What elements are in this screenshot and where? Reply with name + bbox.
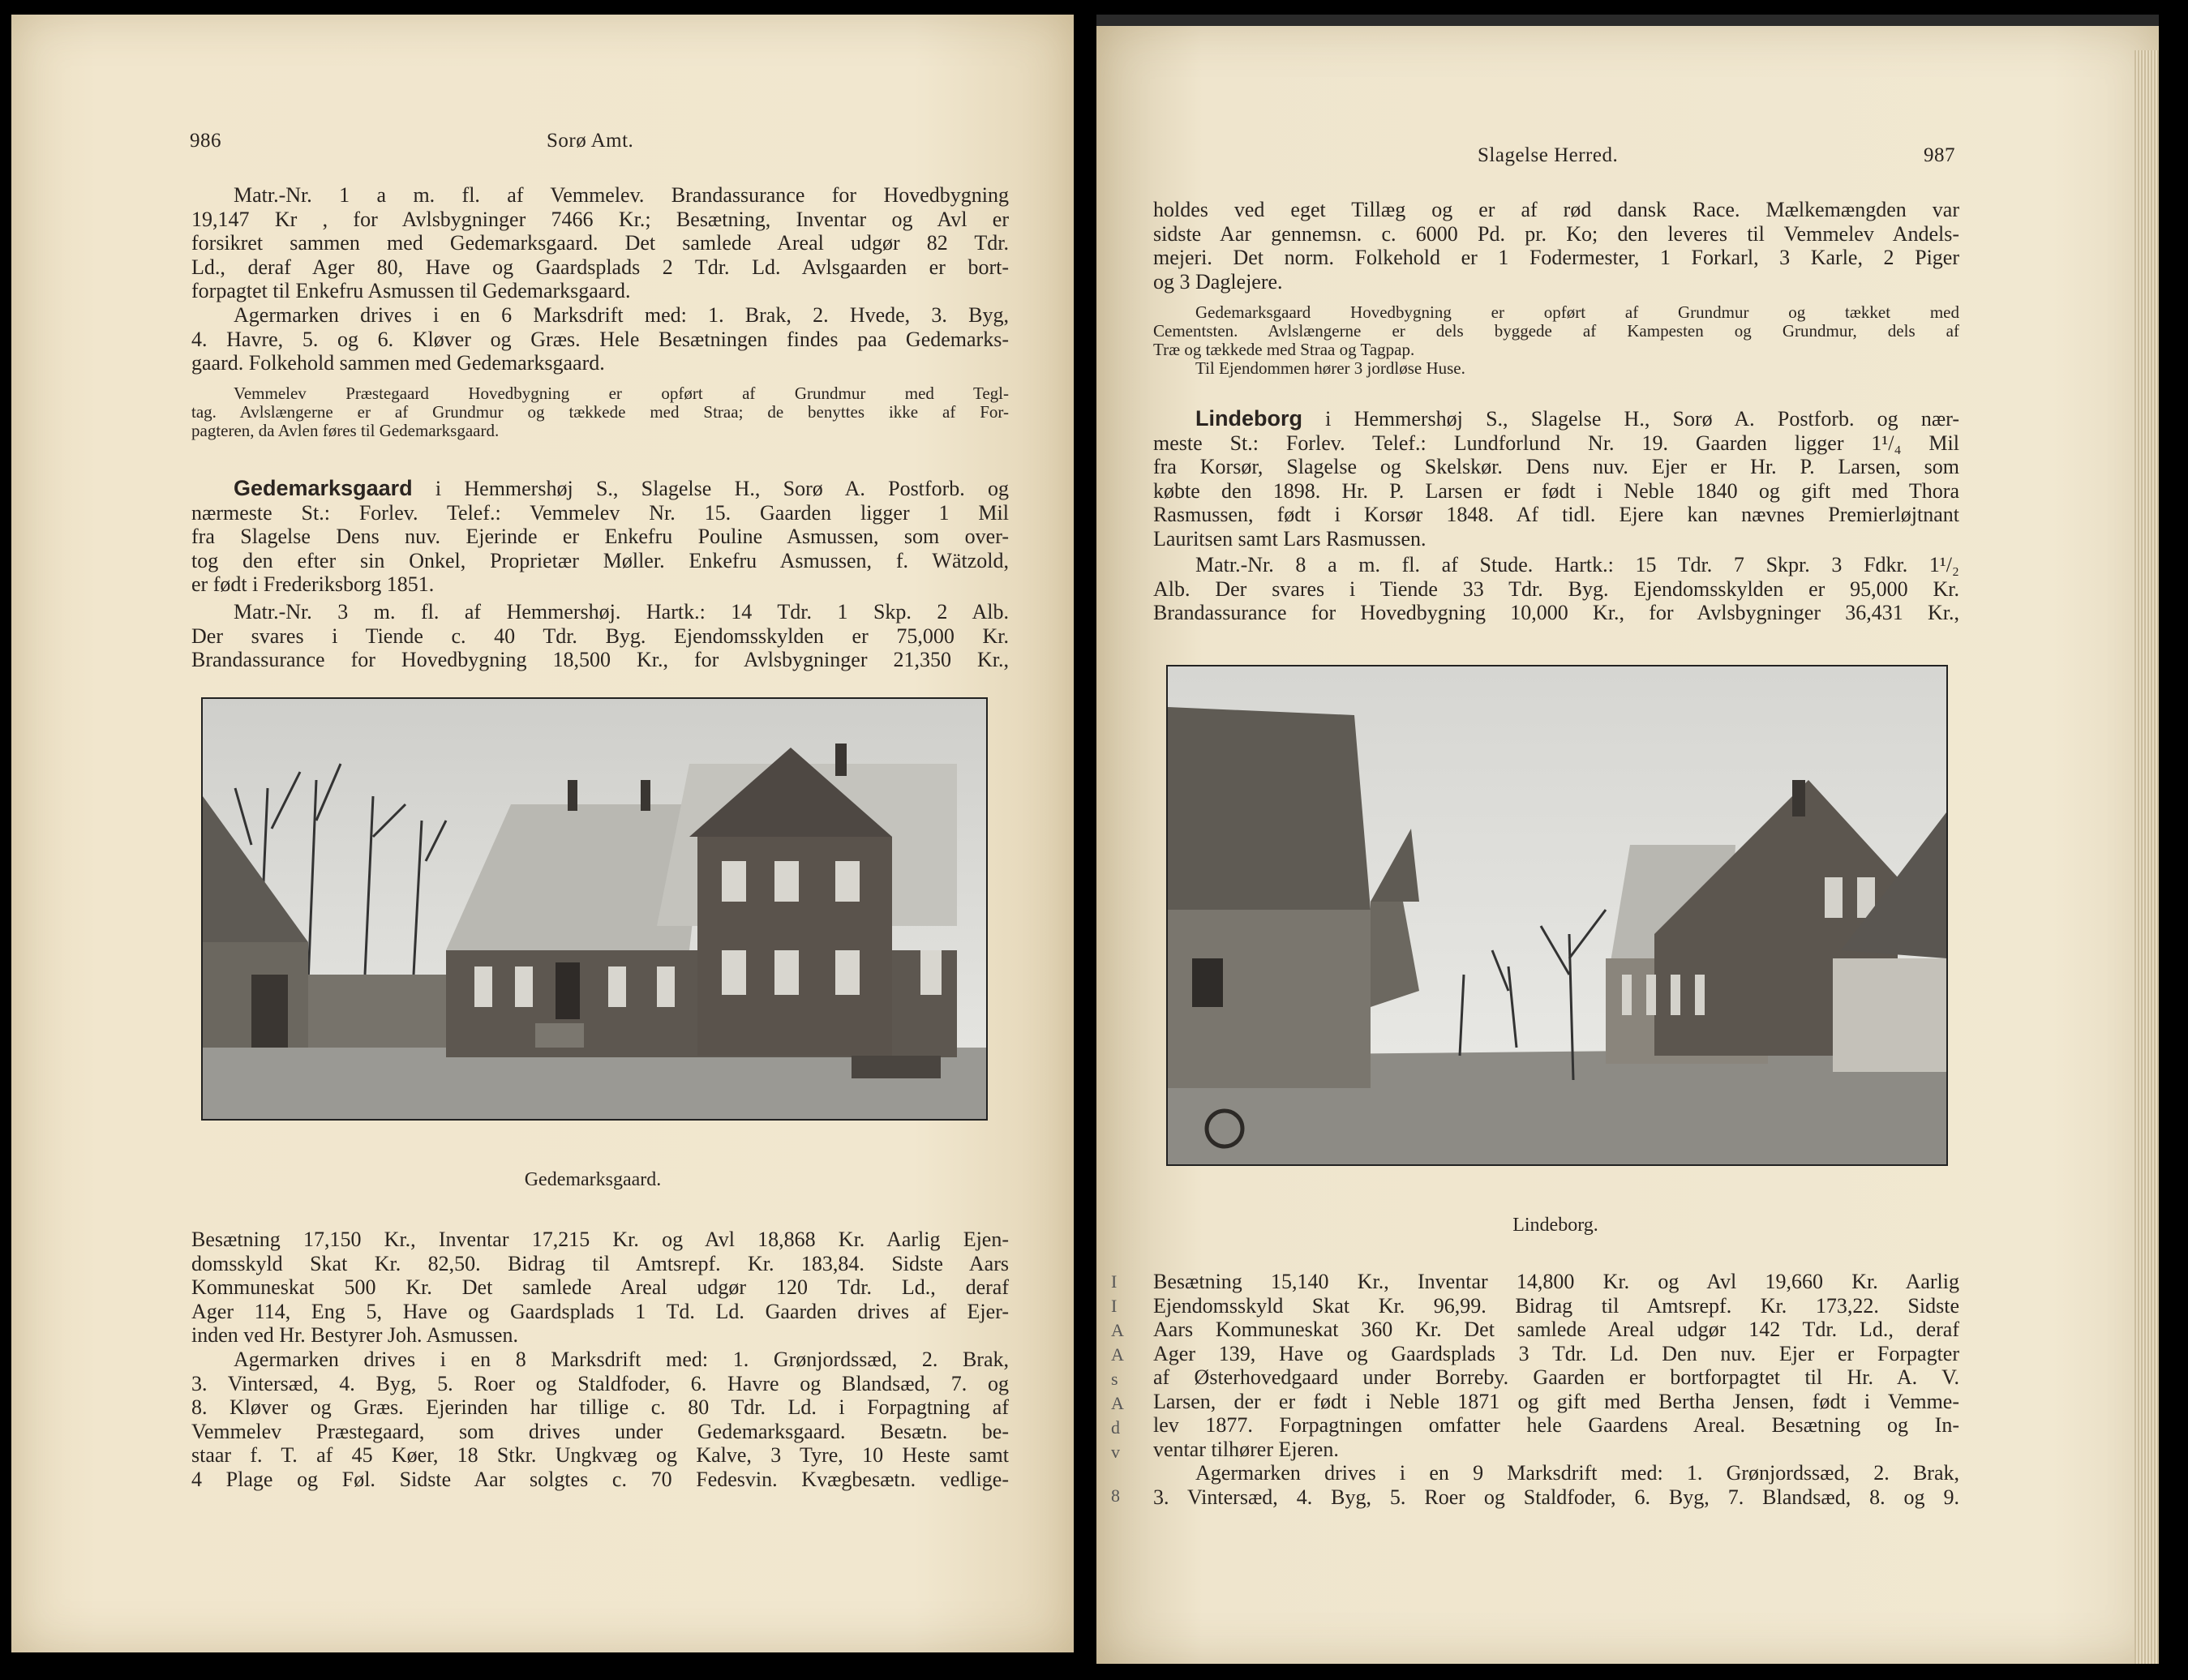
text-line: Larsen, der er født i Neble 1871 og gift med Bertha Jensen, født i Vemme- bbox=[1153, 1389, 1959, 1413]
text-line: 19,147 Kr , for Avlsbygninger 7466 Kr.; Besætning, Inventar og Avl er bbox=[191, 207, 1009, 231]
text-line: tog den efter sin Onkel, Proprietær Møller. Enkefru Asmussen, f. Wätzold, bbox=[191, 548, 1009, 572]
text-line: pagteren, da Avlen føres til Gedemarksgaard. bbox=[191, 421, 500, 440]
margin-mark: A bbox=[1111, 1320, 1124, 1340]
text-line: Besætning 17,150 Kr., Inventar 17,215 Kr. og Avl 18,868 Kr. Aarlig Ejen- bbox=[191, 1228, 1009, 1251]
entry-lindeborg bbox=[1153, 407, 1959, 551]
entry-title: Gedemarksgaard bbox=[234, 476, 413, 500]
text-line: Aars Kommuneskat 360 Kr. Det samlede Areal udgør 142 Tdr. Ld., deraf bbox=[1153, 1318, 1959, 1341]
text-line: forsikret sammen med Gedemarksgaard. Det samlede Areal udgør 82 Tdr. bbox=[191, 231, 1009, 255]
text-line: er født i Frederiksborg 1851. bbox=[191, 572, 435, 596]
text-line: 3. Vintersæd, 4. Byg, 5. Roer og Staldfoder, 6. Havre og Blandsæd, 7. og bbox=[191, 1371, 1009, 1395]
text-line: Besætning 15,140 Kr., Inventar 14,800 Kr. og Avl 19,660 Kr. Aarlig bbox=[1153, 1270, 1959, 1293]
text-line: domsskyld Skat Kr. 82,50. Bidrag til Amtsrepf. Kr. 183,84. Sidste Aars bbox=[191, 1251, 1009, 1275]
text-line: 3. Vintersæd, 4. Byg, 5. Roer og Staldfoder, 6. Byg, 7. Blandsæd, 8. og 9. bbox=[1153, 1485, 1959, 1509]
text-line: 8. Kløver og Græs. Ejerinden har tillige c. 80 Tdr. Ld. i Forpagtning af bbox=[191, 1395, 1009, 1419]
entry-lead: i Hemmershøj S., Slagelse H., Sorø A. Postforb. og bbox=[412, 477, 1009, 500]
text-line bbox=[191, 477, 1009, 501]
paragraph-agermarken-6 bbox=[191, 303, 1009, 375]
text-line: gaard. Folkehold sammen med Gedemarksgaard. bbox=[191, 351, 605, 375]
running-head: Slagelse Herred. bbox=[1478, 144, 1619, 166]
text-line: mejeri. Det norm. Folkehold er 1 Fodermester, 1 Forkarl, 3 Karle, 2 Piger bbox=[1153, 246, 1959, 269]
paragraph-holdes bbox=[1153, 198, 1959, 294]
small-note-praestegaard bbox=[191, 384, 1009, 440]
text-line: 4 Plage og Føl. Sidste Aar solgtes c. 70 Fedesvin. Kvægbesætn. vedlige- bbox=[191, 1467, 1009, 1491]
margin-mark: I bbox=[1111, 1296, 1118, 1316]
margin-mark: A bbox=[1111, 1393, 1124, 1413]
paragraph-agermarken-8 bbox=[191, 1348, 1009, 1491]
text-line: ventar tilhører Ejeren. bbox=[1153, 1437, 1339, 1461]
text-line: Vemmelev Præstegaard, som drives under Gedemarksgaard. Besætn. be- bbox=[191, 1419, 1009, 1443]
photo-caption: Gedemarksgaard. bbox=[524, 1169, 662, 1190]
text-line: holdes ved eget Tillæg og er af rød dansk Race. Mælkemængden var bbox=[1153, 198, 1959, 221]
entry-gedemarksgaard bbox=[191, 477, 1009, 597]
margin-mark: v bbox=[1111, 1442, 1120, 1462]
text-line: lev 1877. Forpagtningen omfatter hele Gaardens Areal. Besætning og In- bbox=[1153, 1413, 1959, 1437]
photo-caption: Lindeborg. bbox=[1512, 1215, 1598, 1236]
text-line: Matr.-Nr. 8 a m. fl. af Stude. Hartk.: 15 Tdr. 7 Skpr. 3 Fdkr. 1¹/₂ bbox=[1195, 553, 1959, 576]
paragraph-besaetning-right bbox=[1153, 1270, 1959, 1461]
running-head: Sorø Amt. bbox=[547, 130, 634, 152]
photo-illustration bbox=[1168, 666, 1946, 1164]
text-line: 4. Havre, 5. og 6. Kløver og Græs. Hele Besætningen findes paa Gedemarks- bbox=[191, 327, 1009, 351]
text-line: Agermarken drives i en 8 Marksdrift med: 1. Grønjordssæd, 2. Brak, bbox=[234, 1348, 1009, 1371]
text-line: meste St.: Forlev. Telef.: Lundforlund Nr. 19. Gaarden ligger 1¹/₄ Mil bbox=[1153, 431, 1959, 455]
entry-lead: i Hemmershøj S., Slagelse H., Sorø A. Postforb. og nær- bbox=[1302, 407, 1959, 431]
text-line: Alb. Der svares i Tiende 33 Tdr. Byg. Ejendomsskylden er 95,000 Kr. bbox=[1153, 576, 1959, 601]
text-line: af Østerhovedgaard under Borreby. Gaarden er bortforpagtet til Hr. A. V. bbox=[1153, 1365, 1959, 1389]
text-line: Matr.-Nr. 3 m. fl. af Hemmershøj. Hartk.: 14 Tdr. 1 Skp. 2 Alb. bbox=[234, 600, 1009, 624]
text-line: Rasmussen, født i Korsør 1848. Af tidl. Ejere kan nævnes Premierløjtnant bbox=[1153, 503, 1959, 526]
photo-illustration bbox=[203, 699, 986, 1119]
text-line: Ld., deraf Ager 80, Have og Gaardsplads 2 Tdr. Ld. Avlsgaarden er bort- bbox=[191, 255, 1009, 279]
small-note-gedemarksgaard bbox=[1153, 303, 1959, 378]
text-line: Ejendomsskyld Skat Kr. 96,99. Bidrag til Amtsrepf. Kr. 173,22. Sidste bbox=[1153, 1293, 1959, 1318]
left-page bbox=[11, 15, 1074, 1652]
page-edge bbox=[2134, 50, 2159, 1664]
margin-mark: s bbox=[1111, 1369, 1118, 1389]
text-line: Lauritsen samt Lars Rasmussen. bbox=[1153, 526, 1426, 551]
paragraph-agermarken-9 bbox=[1153, 1461, 1959, 1509]
text-line: Ager 114, Eng 5, Have og Gaardsplads 1 Td. Ld. Gaarden drives af Ejer- bbox=[191, 1299, 1009, 1323]
margin-mark: I bbox=[1111, 1271, 1118, 1292]
text-line: forpagtet til Enkefru Asmussen til Gedemarksgaard. bbox=[191, 279, 631, 302]
right-page bbox=[1096, 15, 2159, 1664]
text-line: nærmeste St.: Forlev. Telef.: Vemmelev Nr. 15. Gaarden ligger 1 Mil bbox=[191, 500, 1009, 525]
text-line bbox=[1153, 407, 1959, 431]
page-number: 986 bbox=[190, 130, 221, 152]
text-line: Vemmelev Præstegaard Hovedbygning er opført af Grundmur med Tegl- bbox=[234, 384, 1009, 403]
entry-title: Lindeborg bbox=[1195, 406, 1302, 431]
paragraph-matr-stude bbox=[1153, 553, 1959, 625]
text-line: inden ved Hr. Bestyrer Joh. Asmussen. bbox=[191, 1323, 518, 1347]
text-line: Agermarken drives i en 9 Marksdrift med: 1. Grønjordssæd, 2. Brak, bbox=[1195, 1461, 1959, 1485]
margin-mark: 8 bbox=[1111, 1485, 1120, 1506]
text-line: tag. Avlslængerne er af Grundmur og tækkede med Straa; de benyttes ikke af For- bbox=[191, 402, 1009, 422]
text-line: fra Slagelse Dens nuv. Ejerinde er Enkefru Pouline Asmussen, som over- bbox=[191, 525, 1009, 548]
text-line: Matr.-Nr. 1 a m. fl. af Vemmelev. Brandassurance for Hovedbygning bbox=[234, 183, 1009, 207]
text-line: Brandassurance for Hovedbygning 18,500 Kr., for Avlsbygninger 21,350 Kr., bbox=[191, 648, 1009, 671]
text-line: købte den 1898. Hr. P. Larsen er født i Neble 1840 og gift med Thora bbox=[1153, 478, 1959, 503]
text-line: Ager 139, Have og Gaardsplads 3 Tdr. Ld. Den nuv. Ejer er Forpagter bbox=[1153, 1341, 1959, 1365]
text-line: Agermarken drives i en 6 Marksdrift med: 1. Brak, 2. Hvede, 3. Byg, bbox=[234, 303, 1009, 327]
text-line: Gedemarksgaard Hovedbygning er opført af Grundmur og tækket med bbox=[1195, 302, 1959, 322]
paragraph-matr-vemmelev bbox=[191, 183, 1009, 303]
margin-mark: A bbox=[1111, 1344, 1124, 1365]
text-line: og 3 Daglejere. bbox=[1153, 269, 1283, 294]
photo-gedemarksgaard bbox=[201, 697, 988, 1121]
text-line: Til Ejendommen hører 3 jordløse Huse. bbox=[1195, 358, 1465, 378]
text-line: Cementsten. Avlslængerne er dels byggede af Kampesten og Grundmur, dels af bbox=[1153, 321, 1959, 341]
paragraph-matr-hemmershoj bbox=[191, 600, 1009, 672]
text-line: Der svares i Tiende c. 40 Tdr. Byg. Ejendomsskylden er 75,000 Kr. bbox=[191, 624, 1009, 648]
text-line: Træ og tækkede med Straa og Tagpap. bbox=[1153, 340, 1415, 359]
text-line: fra Korsør, Slagelse og Skelskør. Dens nuv. Ejer er Hr. P. Larsen, som bbox=[1153, 455, 1959, 478]
text-line: staar f. T. af 45 Køer, 18 Stkr. Ungkvæg og Kalve, 3 Tyre, 10 Heste samt bbox=[191, 1443, 1009, 1467]
text-line: sidste Aar gennemsn. c. 6000 Pd. pr. Ko; den leveres til Vemmelev Andels- bbox=[1153, 221, 1959, 246]
photo-lindeborg bbox=[1166, 665, 1948, 1166]
text-line: Brandassurance for Hovedbygning 10,000 Kr., for Avlsbygninger 36,431 Kr., bbox=[1153, 601, 1959, 624]
margin-mark: d bbox=[1111, 1417, 1120, 1438]
text-line: Kommuneskat 500 Kr. Det samlede Areal udgør 120 Tdr. Ld., deraf bbox=[191, 1275, 1009, 1299]
page-number: 987 bbox=[1924, 144, 1955, 166]
paragraph-besaetning-left bbox=[191, 1228, 1009, 1348]
